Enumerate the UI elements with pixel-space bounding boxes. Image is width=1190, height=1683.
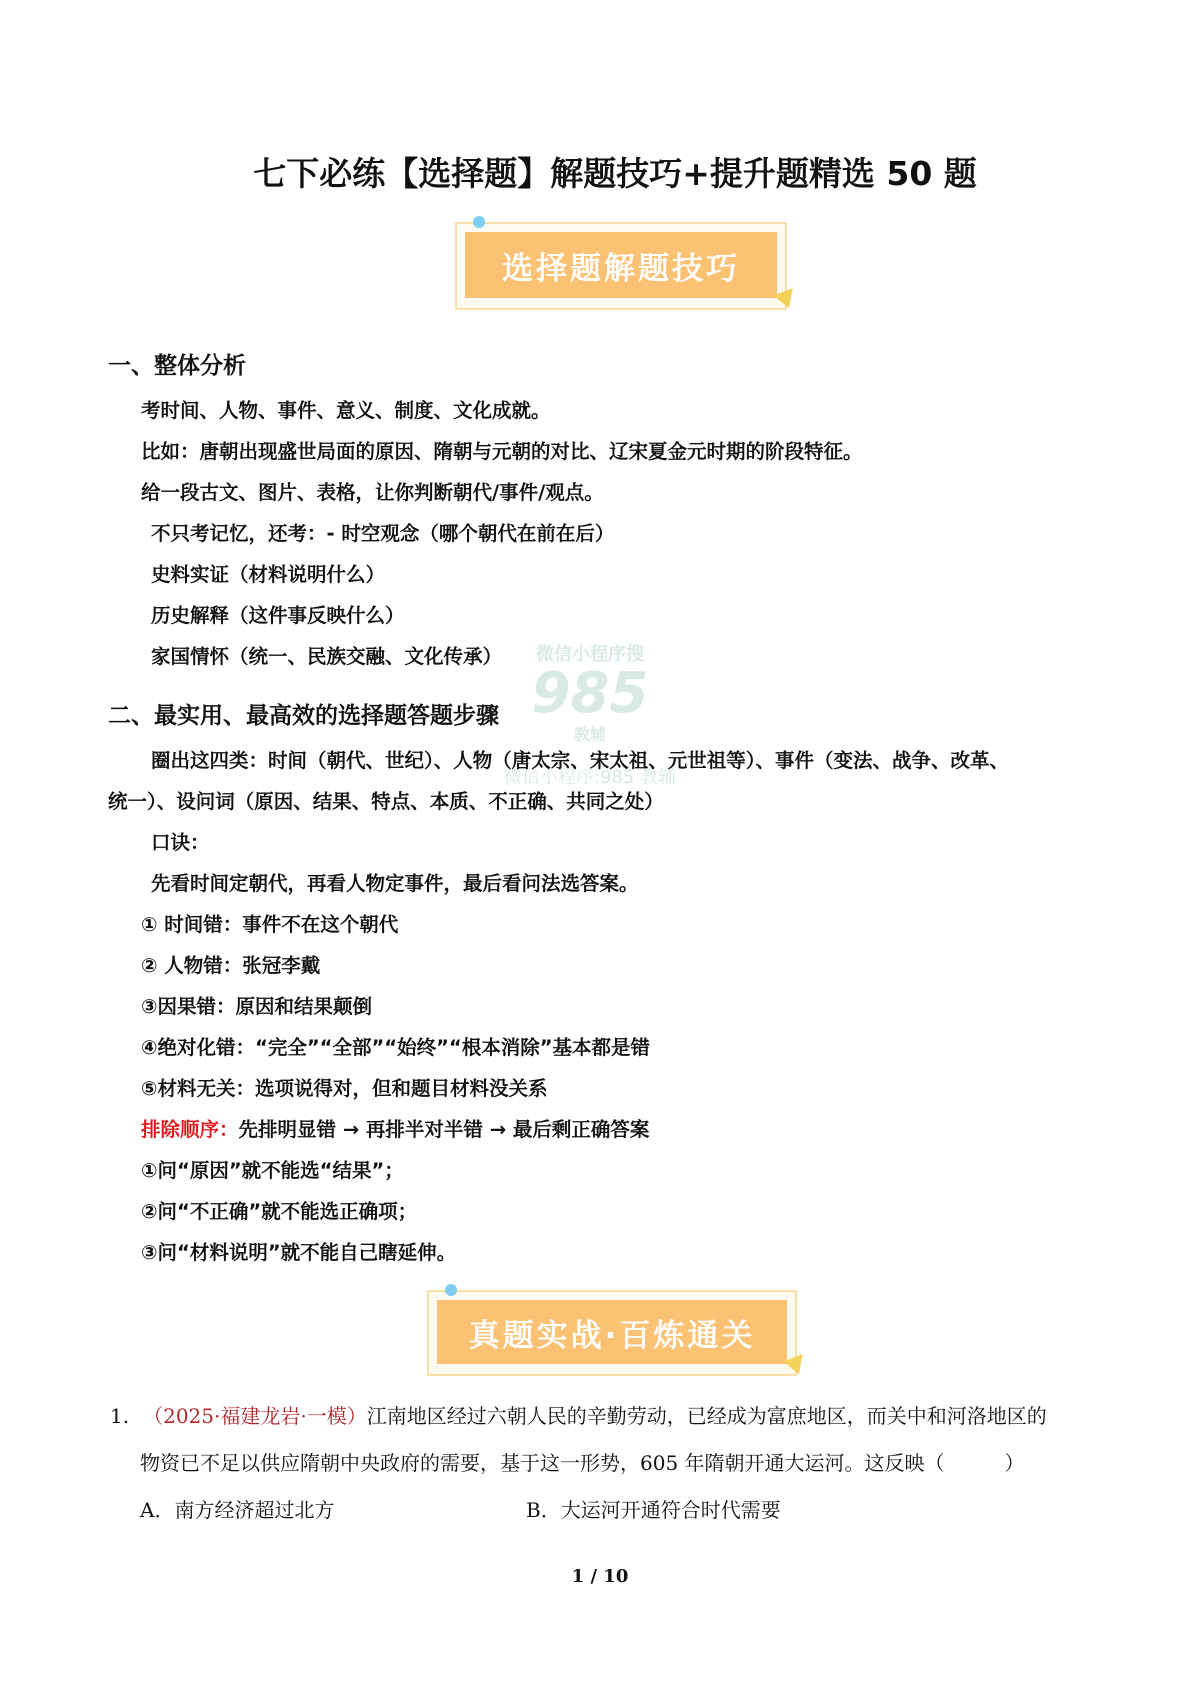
question-source: （2025·福建龙岩·一模） [143,1404,367,1428]
question-1 [110,1400,1047,1429]
section1-line: 考时间、人物、事件、意义、制度、文化成就。 [141,399,551,422]
error-item: ③因果错：原因和结果颠倒 [141,995,373,1018]
pen-icon [784,1348,811,1375]
error-item: ① 时间错：事件不在这个朝代 [141,913,399,936]
banner-tips-label: 选择题解题技巧 [465,232,777,298]
section1-line: 史料实证（材料说明什么） [151,563,386,586]
mnemonic-text: 先看时间定朝代，再看人物定事件，最后看问法选答案。 [151,872,639,895]
option-a: A．南方经济超过北方 [140,1498,335,1522]
section1-line: 历史解释（这件事反映什么） [151,604,405,627]
question-text: 江南地区经过六朝人民的辛勤劳动，已经成为富庶地区，而关中和河洛地区的 [366,1404,1047,1428]
watermark: 微信小程序搜 985 教辅 微信小程序:985 教辅 [503,644,677,788]
section2-heading: 二、最实用、最高效的选择题答题步骤 [108,703,499,729]
dot-decoration [445,1284,457,1296]
mnemonic-label: 口诀： [151,831,210,854]
error-item: ⑤材料无关：选项说得对，但和题目材料没关系 [141,1077,548,1100]
section1-line: 给一段古文、图片、表格，让你判断朝代/事件/观点。 [141,481,604,504]
banner-practice [427,1290,797,1376]
tip-item: ②问“不正确”就不能选正确项； [141,1200,418,1223]
section1-heading: 一、整体分析 [108,353,246,379]
error-item: ② 人物错：张冠李戴 [141,954,321,977]
dot-decoration [473,216,485,228]
section2-para: 圈出这四类：时间（朝代、世纪）、人物（唐太宗、宋太祖、元世祖等）、事件（变法、战争、改革、 [151,749,1010,772]
section1-line: 不只考记忆，还考：- 时空观念（哪个朝代在前在后） [151,522,615,545]
section1-line: 家国情怀（统一、民族交融、文化传承） [151,645,503,668]
banner-practice-label: 真题实战·百炼通关 [437,1300,787,1364]
pen-icon [774,282,801,309]
elimination-order [141,1117,649,1143]
banner-tips [455,222,787,310]
elimination-order-label: 排除顺序： [141,1118,239,1141]
document-title: 七下必练【选择题】解题技巧+提升题精选 50 题 [253,154,977,193]
tip-item: ③问“材料说明”就不能自己瞎延伸。 [141,1241,457,1264]
page-number: 1 / 10 [571,1566,629,1587]
question-text-cont: 物资已不足以供应隋朝中央政府的需要，基于这一形势，605 年隋朝开通大运河。这反映（ ） [140,1451,1025,1475]
option-b: B．大运河开通符合时代需要 [526,1498,781,1522]
elimination-order-text: 先排明显错 → 再排半对半错 → 最后剩正确答案 [238,1118,650,1141]
error-item: ④绝对化错：“完全”“全部”“始终”“根本消除”基本都是错 [141,1036,651,1059]
tip-item: ①问“原因”就不能选“结果”； [141,1159,404,1182]
section2-para: 统一）、设问词（原因、结果、特点、本质、不正确、共同之处） [108,790,664,813]
section1-line: 比如：唐朝出现盛世局面的原因、隋朝与元朝的对比、辽宋夏金元时期的阶段特征。 [141,440,863,463]
question-number: 1. [110,1404,130,1428]
